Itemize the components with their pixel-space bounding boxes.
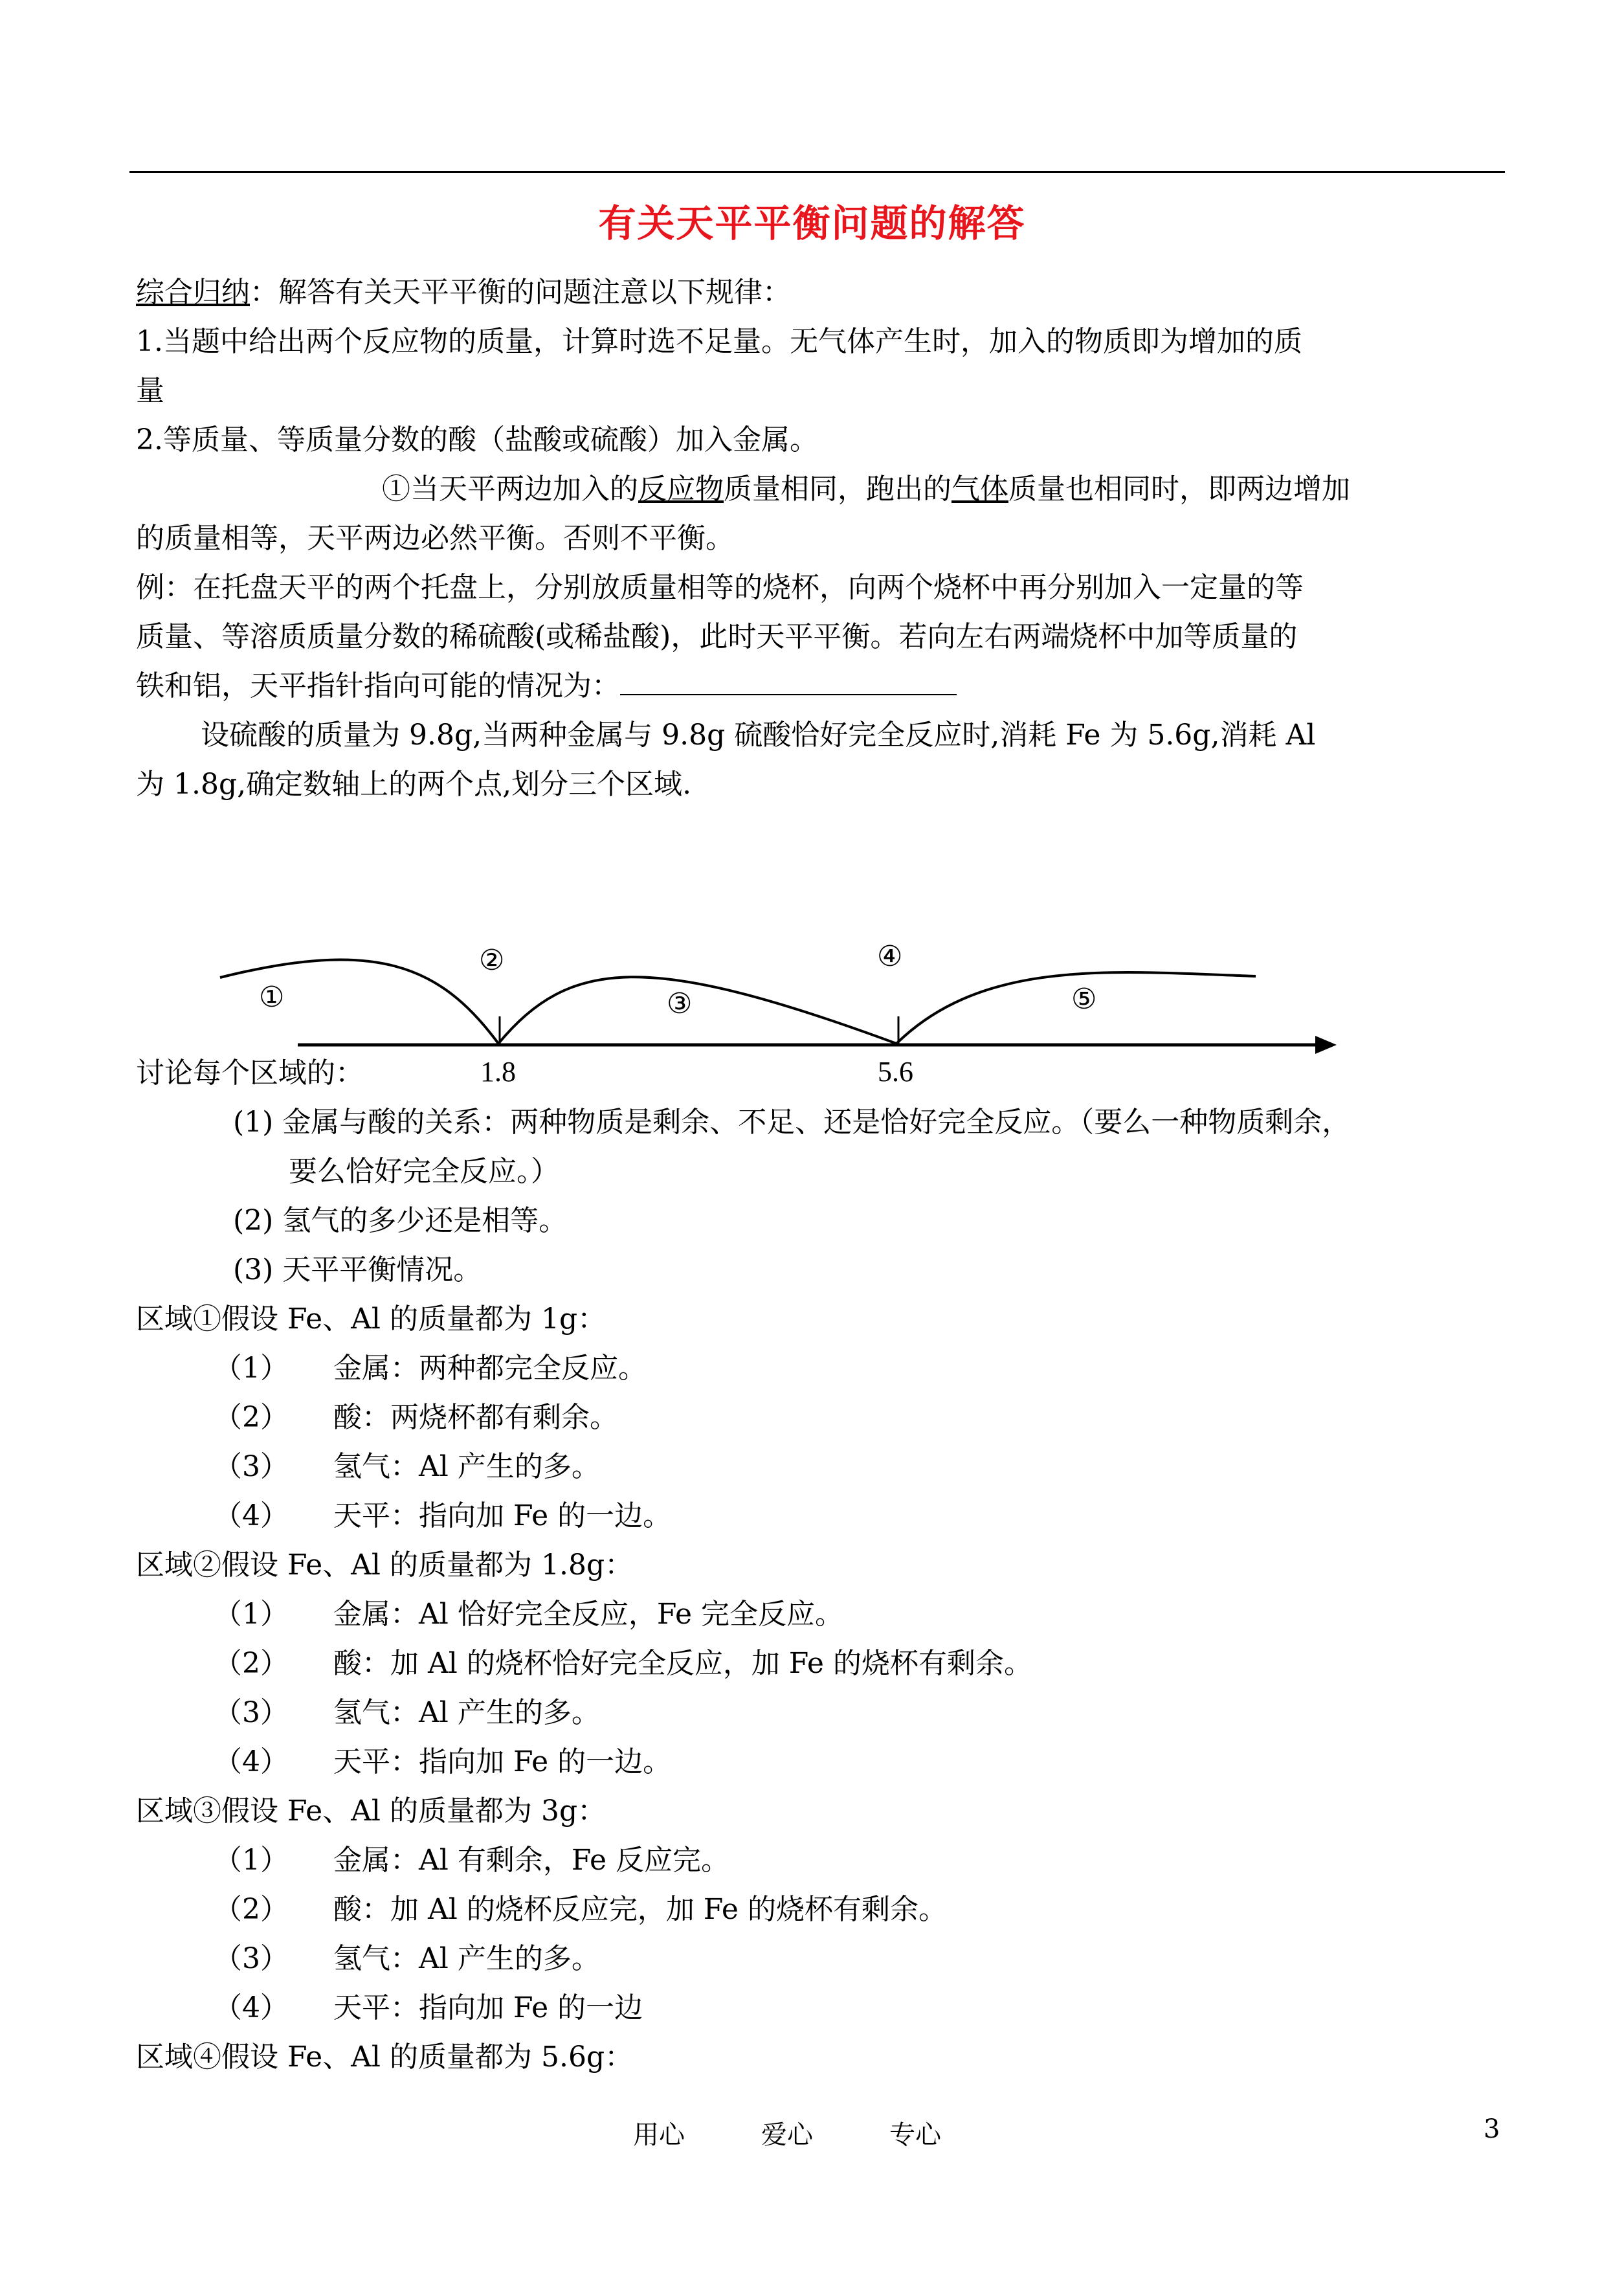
region-item-num: （4）	[214, 1745, 289, 1778]
rule2-point-prefix: ①当天平两边加入的	[382, 473, 638, 506]
footer-word: 爱心	[761, 2120, 813, 2150]
tick-label-5-6: 5.6	[878, 1056, 913, 1088]
region-item-text: 氢气：Al 产生的多。	[333, 1696, 600, 1729]
discuss-item: (2) 氢气的多少还是相等。	[233, 1204, 568, 1237]
discuss-heading: 讨论每个区域的：	[136, 1057, 364, 1090]
axis-arrowhead	[1315, 1036, 1337, 1054]
rule2-point-mid: 质量相同，跑出的	[724, 473, 951, 506]
region-item-num: （1）	[214, 1352, 289, 1385]
region-item-text: 金属：Al 恰好完全反应，Fe 完全反应。	[333, 1598, 843, 1631]
region-item-num: （2）	[214, 1401, 289, 1434]
rule2-point-line2: 的质量相等，天平两边必然平衡。否则不平衡。	[136, 522, 734, 555]
region-item-text: 金属：两种都完全反应。	[333, 1352, 647, 1385]
example-line3-text: 铁和铝，天平指针指向可能的情况为：	[136, 669, 620, 702]
number-line-diagram	[207, 932, 1346, 1101]
region-label-3: ③	[667, 987, 693, 1020]
intro-label: 综合归纳	[136, 276, 250, 309]
region-item-num: （4）	[214, 1499, 289, 1532]
region-item-text: 酸：两烧杯都有剩余。	[333, 1401, 618, 1434]
example-line3	[136, 668, 957, 704]
rule2-point-suffix: 质量也相同时，即两边增加	[1008, 473, 1350, 506]
page-number: 3	[1484, 2114, 1500, 2144]
answer-blank	[620, 668, 957, 695]
region-item-num: （2）	[214, 1647, 289, 1680]
gas-term: 气体	[951, 473, 1008, 506]
intro-line	[136, 274, 791, 311]
region-item-num: （2）	[214, 1893, 289, 1926]
region-heading: 区域④假设 Fe、Al 的质量都为 5.6g：	[136, 2041, 634, 2074]
rule2-line: 2.等质量、等质量分数的酸（盐酸或硫酸）加入金属。	[136, 423, 818, 456]
rule2-point-line1	[382, 471, 1350, 508]
rule1-line2: 量	[136, 374, 164, 407]
region-item-num: （3）	[214, 1942, 289, 1975]
region-item-text: 氢气：Al 产生的多。	[333, 1450, 600, 1483]
discuss-item: (3) 天平平衡情况。	[233, 1253, 482, 1286]
region-item-text: 金属：Al 有剩余，Fe 反应完。	[333, 1844, 729, 1877]
region-item-num: （1）	[214, 1598, 289, 1631]
header-rule	[129, 171, 1505, 173]
region-item-text: 天平：指向加 Fe 的一边。	[333, 1499, 672, 1532]
region-item-num: （4）	[214, 1991, 289, 2024]
region-item-num: （3）	[214, 1450, 289, 1483]
example-line1: 例：在托盘天平的两个托盘上，分别放质量相等的烧杯，向两个烧杯中再分别加入一定量的等	[136, 571, 1304, 604]
example-line2: 质量、等溶质质量分数的稀硫酸(或稀盐酸)，此时天平平衡。若向左右两端烧杯中加等质量的	[136, 620, 1298, 653]
tick-label-1-8: 1.8	[480, 1056, 516, 1088]
region-heading: 区域②假设 Fe、Al 的质量都为 1.8g：	[136, 1549, 634, 1582]
region-item-num: （3）	[214, 1696, 289, 1729]
reactant-term: 反应物	[638, 473, 724, 506]
intro-text: ：解答有关天平平衡的问题注意以下规律：	[250, 276, 791, 309]
region-heading: 区域①假设 Fe、Al 的质量都为 1g：	[136, 1303, 606, 1336]
region-item-text: 酸：加 Al 的烧杯恰好完全反应，加 Fe 的烧杯有剩余。	[333, 1647, 1032, 1680]
curve-region-3	[498, 977, 896, 1044]
rule1-line1: 1.当题中给出两个反应物的质量，计算时选不足量。无气体产生时，加入的物质即为增加的质	[136, 325, 1302, 358]
region-item-text: 酸：加 Al 的烧杯反应完，加 Fe 的烧杯有剩余。	[333, 1893, 947, 1926]
region-label-2: ②	[479, 944, 505, 977]
region-item-text: 氢气：Al 产生的多。	[333, 1942, 600, 1975]
discuss-item: (1) 金属与酸的关系：两种物质是剩余、不足、还是恰好完全反应。（要么一种物质剩余，	[233, 1106, 1351, 1139]
setup-line2: 为 1.8g,确定数轴上的两个点,划分三个区域.	[136, 768, 692, 801]
region-heading: 区域③假设 Fe、Al 的质量都为 3g：	[136, 1795, 606, 1828]
region-label-4: ④	[877, 940, 903, 973]
footer-word: 用心	[633, 2120, 685, 2150]
region-label-1: ①	[259, 981, 285, 1014]
region-item-text: 天平：指向加 Fe 的一边	[333, 1991, 643, 2024]
page-title: 有关天平平衡问题的解答	[598, 201, 1026, 245]
region-item-text: 天平：指向加 Fe 的一边。	[333, 1745, 672, 1778]
setup-line1: 设硫酸的质量为 9.8g,当两种金属与 9.8g 硫酸恰好完全反应时,消耗 Fe 为 5.6g,消耗 Al	[201, 719, 1316, 752]
region-label-5: ⑤	[1071, 983, 1097, 1016]
region-item-num: （1）	[214, 1844, 289, 1877]
discuss-item: 要么恰好完全反应。）	[289, 1155, 559, 1188]
footer-word: 专心	[889, 2120, 941, 2150]
